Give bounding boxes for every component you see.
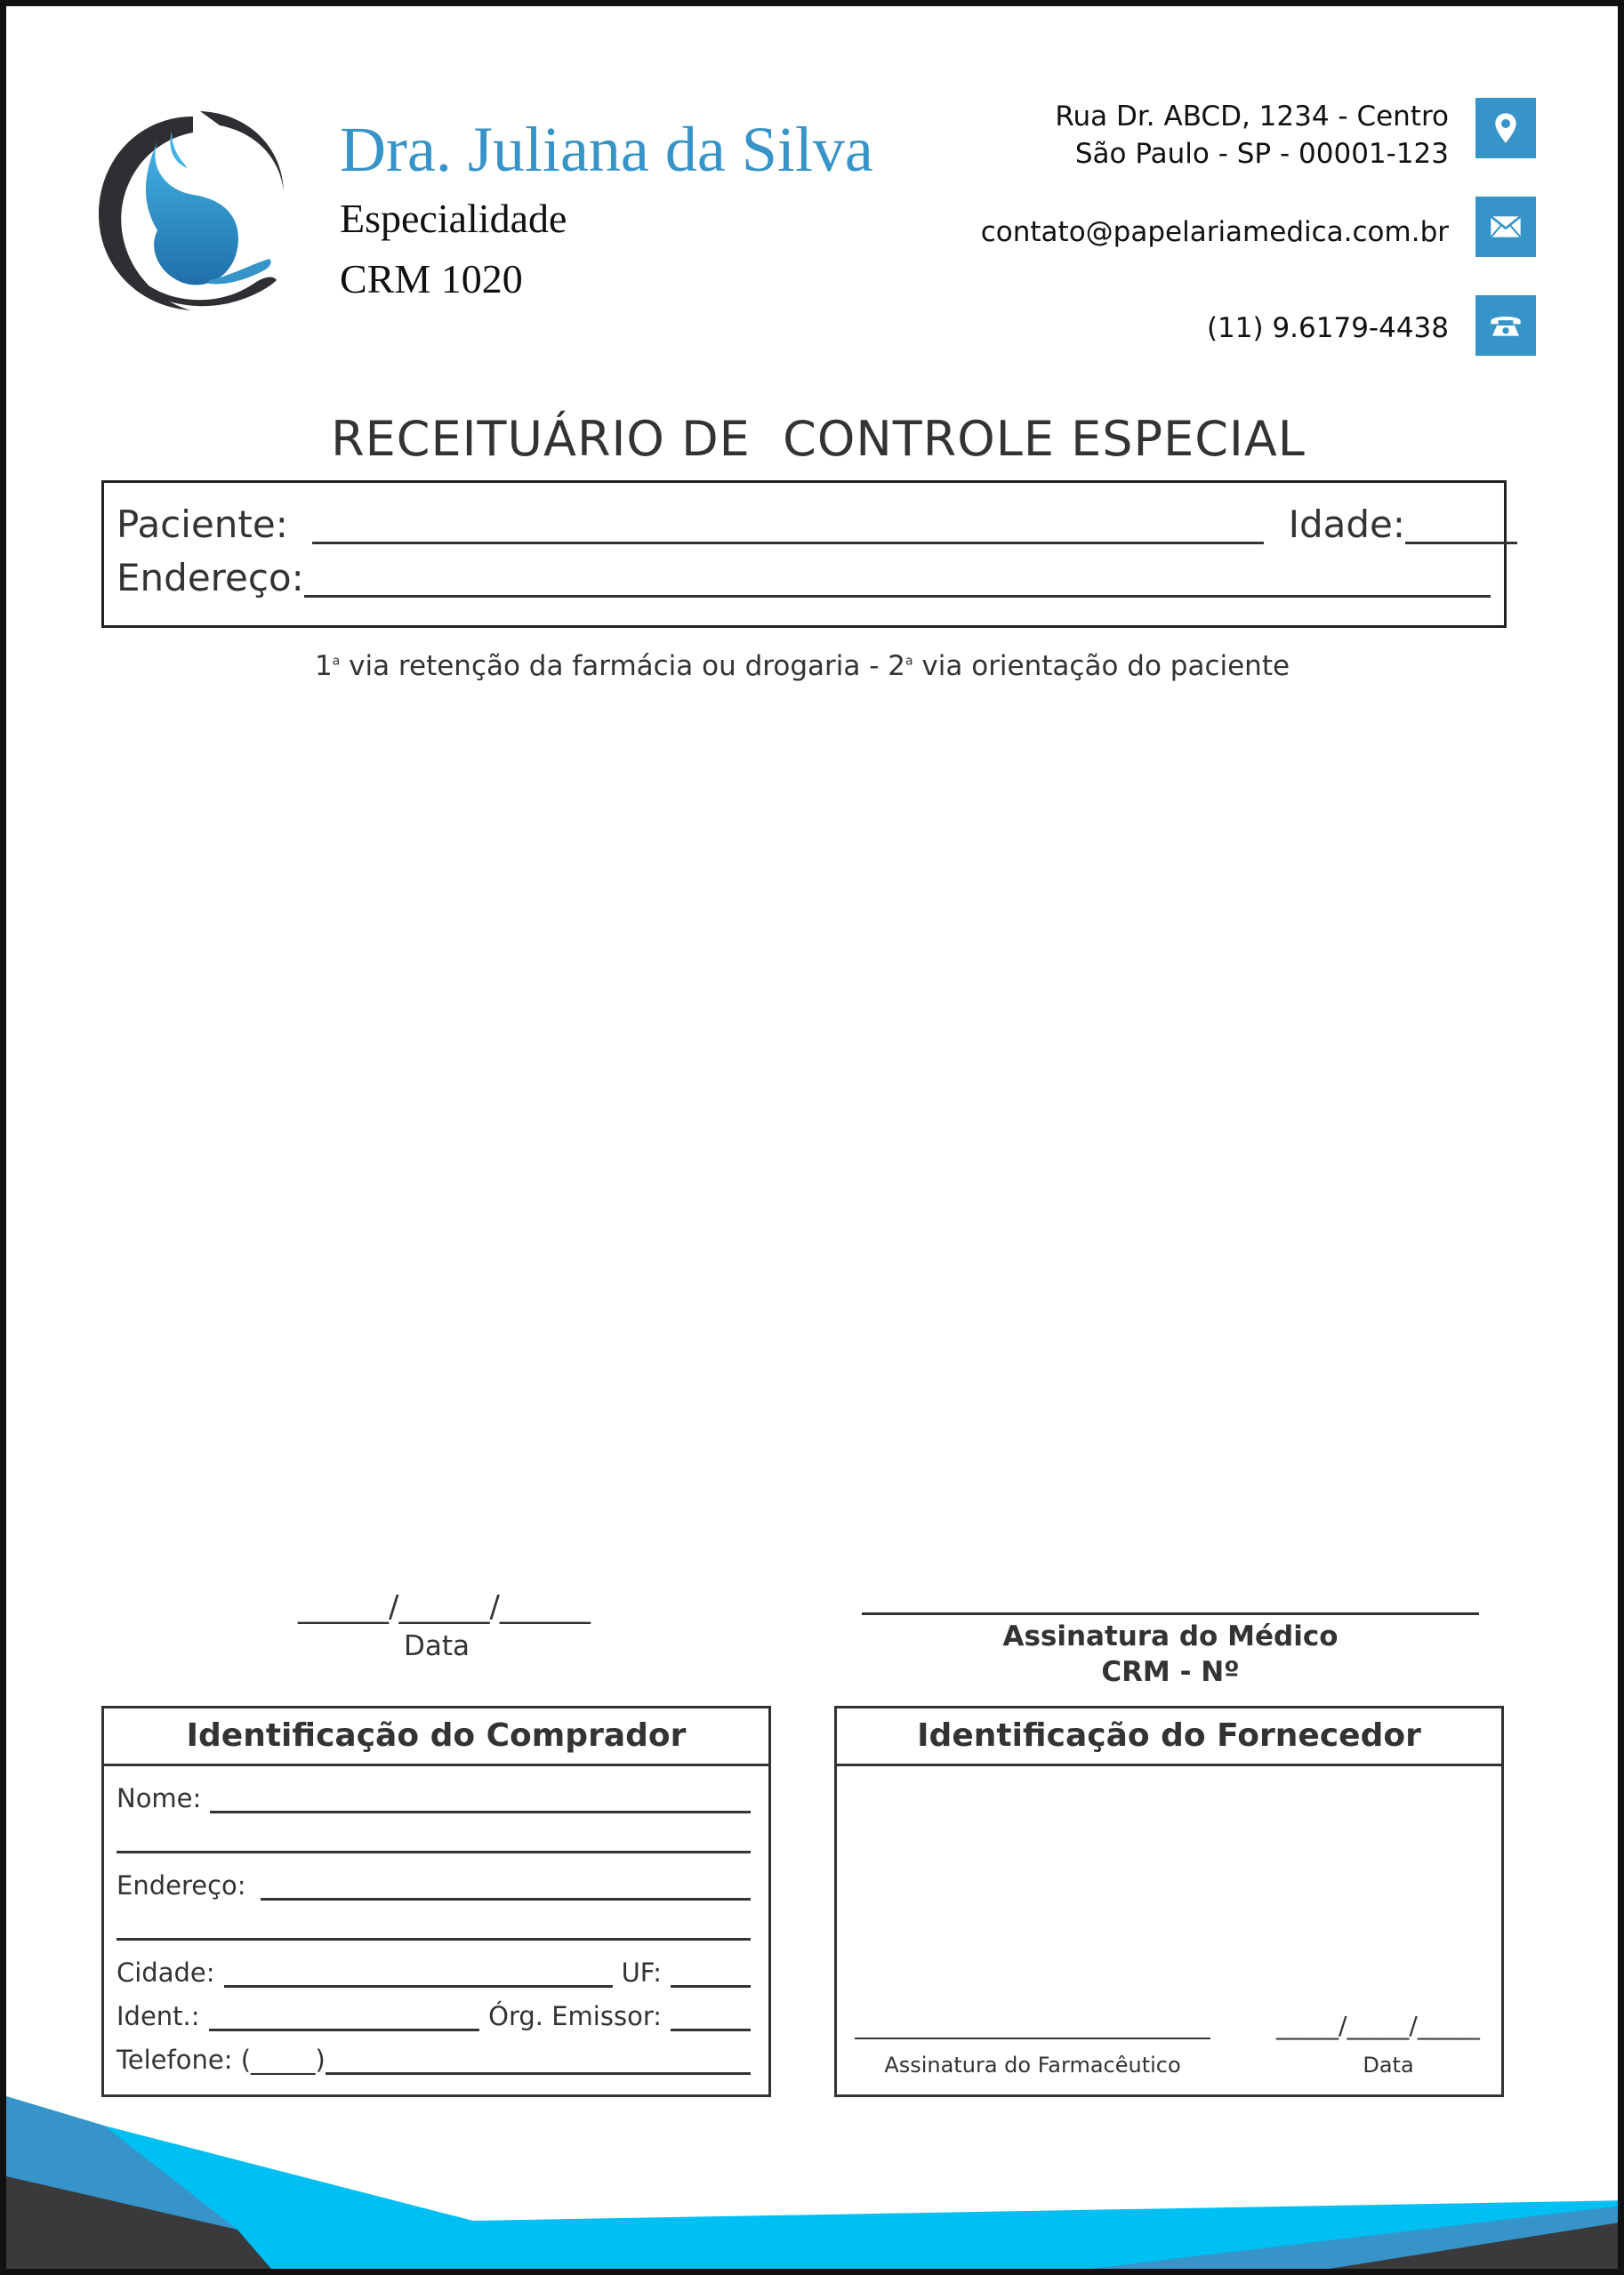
buyer-issuer-label: Órg. Emissor:	[488, 2001, 662, 2031]
address-label: Endereço:	[117, 556, 304, 599]
buyer-address-label: Endereço:	[117, 1870, 246, 1901]
patient-row	[117, 502, 1517, 546]
copy-instructions: 1$^a$ via retenção da farmácia ou drogaria - 2$^a$ via orientação do paciente	[314, 650, 1290, 682]
doctor-name: Dra. Juliana da Silva	[340, 114, 873, 185]
prescription-date-field[interactable]: ______/______/______	[298, 1589, 591, 1625]
buyer-city-label: Cidade:	[117, 1957, 215, 1988]
buyer-uf-label: UF:	[621, 1957, 662, 1988]
pharmacist-signature-line[interactable]	[855, 2038, 1210, 2039]
clinic-logo	[95, 106, 291, 319]
buyer-address-field[interactable]	[261, 1871, 751, 1901]
patient-name-field[interactable]	[312, 504, 1264, 544]
doctor-signature-line[interactable]	[862, 1612, 1479, 1615]
buyer-name-row-2	[117, 1824, 751, 1853]
buyer-phone-row	[117, 2045, 751, 2075]
doctor-signature-label: Assinatura do Médico	[1002, 1620, 1339, 1652]
buyer-name-row	[117, 1783, 751, 1813]
buyer-city-field[interactable]	[224, 1958, 613, 1988]
buyer-name-field-2[interactable]	[117, 1824, 751, 1853]
buyer-uf-field[interactable]	[671, 1958, 751, 1988]
form-title: RECEITUÁRIO DE CONTROLE ESPECIAL	[331, 411, 1306, 467]
buyer-issuer-field[interactable]	[671, 2002, 751, 2031]
address-row	[117, 556, 1491, 599]
buyer-id-row	[117, 2001, 751, 2031]
doctor-crm-label: CRM - Nº	[1101, 1656, 1240, 1688]
contact-phone: (11) 9.6179-4438	[1206, 312, 1449, 344]
buyer-phone-label: Telefone: (_____)	[117, 2045, 326, 2075]
supplier-date-field[interactable]: _____/_____/_____	[1276, 2011, 1480, 2040]
buyer-id-field[interactable]	[209, 2002, 480, 2031]
doctor-specialty: Especialidade	[340, 196, 567, 241]
patient-box	[101, 480, 1507, 628]
telephone-icon	[1475, 295, 1536, 356]
buyer-phone-field[interactable]	[326, 2046, 751, 2075]
buyer-title: Identificação do Comprador	[104, 1708, 768, 1766]
buyer-address-row-2	[117, 1911, 751, 1941]
buyer-name-label: Nome:	[117, 1783, 202, 1813]
location-pin-icon	[1475, 98, 1536, 158]
contact-email: contato@papelariamedica.com.br	[980, 216, 1449, 248]
buyer-city-row	[117, 1957, 751, 1988]
address-line-2: São Paulo - SP - 00001-123	[1074, 138, 1449, 170]
supplier-title: Identificação do Fornecedor	[837, 1708, 1501, 1766]
buyer-id-label: Ident.:	[117, 2001, 200, 2031]
envelope-icon	[1475, 197, 1536, 257]
age-field[interactable]	[1405, 504, 1517, 544]
doctor-crm: CRM 1020	[340, 256, 523, 301]
buyer-name-field[interactable]	[210, 1784, 751, 1813]
prescription-date-label: Data	[403, 1630, 470, 1662]
age-label: Idade:	[1288, 502, 1406, 546]
buyer-address-row	[117, 1870, 751, 1901]
patient-label: Paciente:	[117, 502, 288, 546]
supplier-identification-box	[834, 1706, 1504, 2097]
address-line-1: Rua Dr. ABCD, 1234 - Centro	[1055, 100, 1449, 133]
pharmacist-signature-label: Assinatura do Farmacêutico	[884, 2053, 1181, 2078]
buyer-identification-box	[101, 1706, 771, 2097]
address-field[interactable]	[304, 558, 1491, 598]
supplier-date-label: Data	[1363, 2053, 1414, 2078]
buyer-address-field-2[interactable]	[117, 1911, 751, 1941]
